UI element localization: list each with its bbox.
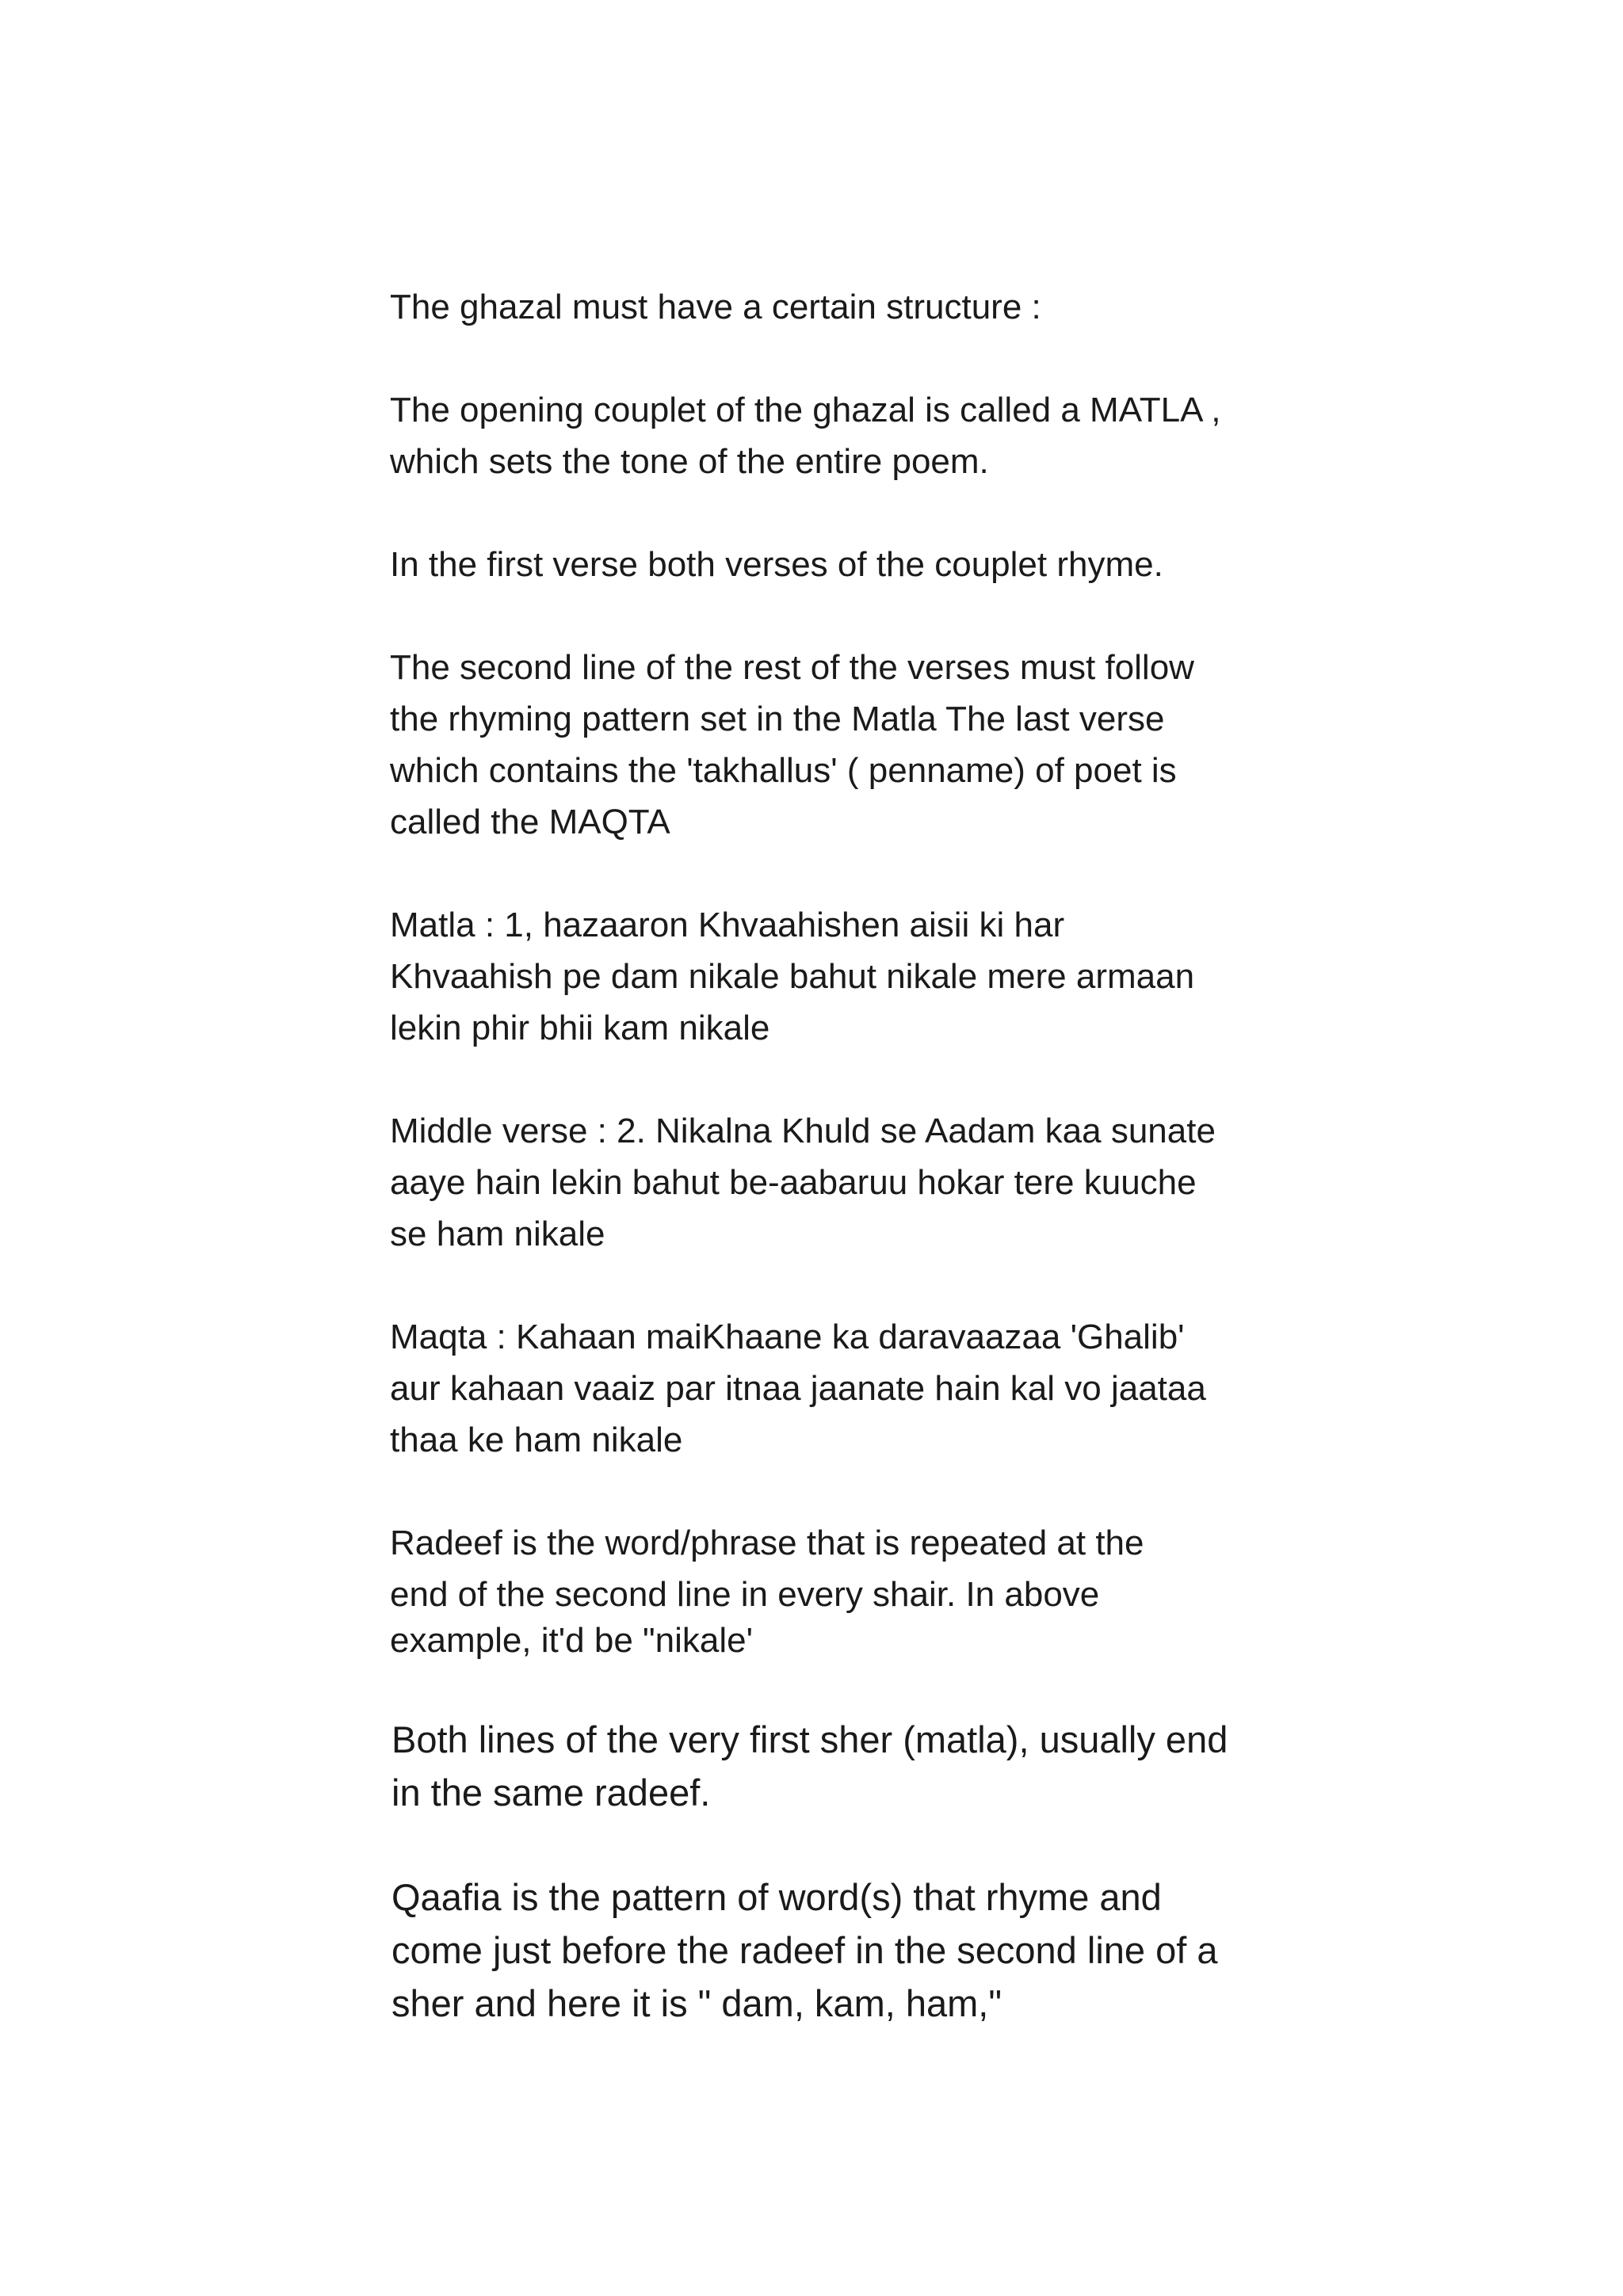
text-line: Middle verse : 2. Nikalna Khuld se Aadam kaa sunate	[390, 1112, 1216, 1150]
text-line: end of the second line in every shair. In above	[390, 1575, 1100, 1614]
text-line: in the same radeef.	[391, 1772, 711, 1814]
paragraph-maqta-definition	[390, 642, 1285, 848]
paragraph-radeef-definition	[390, 1517, 1285, 1661]
text-line: se ham nikale	[390, 1215, 605, 1253]
text-line: Maqta : Kahaan maiKhaane ka daravaazaa 'Ghalib'	[390, 1318, 1185, 1356]
text-line: aur kahaan vaaiz par itnaa jaanate hain kal vo jaataa	[390, 1369, 1206, 1408]
paragraph-first-verse-rhyme	[390, 539, 1285, 590]
text-line: The ghazal must have a certain structure :	[390, 288, 1041, 326]
text-line: The opening couplet of the ghazal is called a MATLA ,	[390, 391, 1221, 429]
text-line: Qaafia is the pattern of word(s) that rhyme and	[391, 1876, 1162, 1918]
text-line: the rhyming pattern set in the Matla The last verse	[390, 700, 1165, 738]
text-line: Both lines of the very first sher (matla), usually end	[391, 1718, 1228, 1760]
text-line: thaa ke ham nikale	[390, 1421, 683, 1459]
paragraph-maqta-example	[390, 1311, 1285, 1466]
text-line: which contains the 'takhallus' ( penname) of poet is	[390, 751, 1177, 790]
text-line: come just before the radeef in the second line of a	[391, 1929, 1218, 1971]
text-line: In the first verse both verses of the couplet rhyme.	[390, 545, 1163, 584]
text-line: Matla : 1, hazaaron Khvaahishen aisii ki har	[390, 906, 1065, 944]
paragraph-matla-example	[390, 899, 1285, 1054]
text-line: Radeef is the word/phrase that is repeated at the	[390, 1524, 1144, 1562]
paragraph-structure-intro	[390, 281, 1285, 333]
text-line: aaye hain lekin bahut be-aabaruu hokar tere kuuche	[390, 1163, 1197, 1202]
paragraph-qaafia-definition	[391, 1871, 1285, 2030]
text-line: which sets the tone of the entire poem.	[390, 442, 989, 481]
paragraph-matla-definition	[390, 384, 1285, 487]
text-line: lekin phir bhii kam nikale	[390, 1009, 770, 1047]
paragraph-matla-radeef	[391, 1713, 1285, 1819]
text-line: called the MAQTA	[390, 803, 670, 841]
document-body	[390, 281, 1285, 2081]
text-line: example, it'd be "nikale'	[390, 1621, 754, 1660]
paragraph-middle-verse-example	[390, 1105, 1285, 1260]
text-line: Khvaahish pe dam nikale bahut nikale mere armaan	[390, 957, 1195, 996]
text-line: The second line of the rest of the verses must follow	[390, 648, 1194, 687]
text-line: sher and here it is " dam, kam, ham,"	[391, 1982, 1002, 2024]
